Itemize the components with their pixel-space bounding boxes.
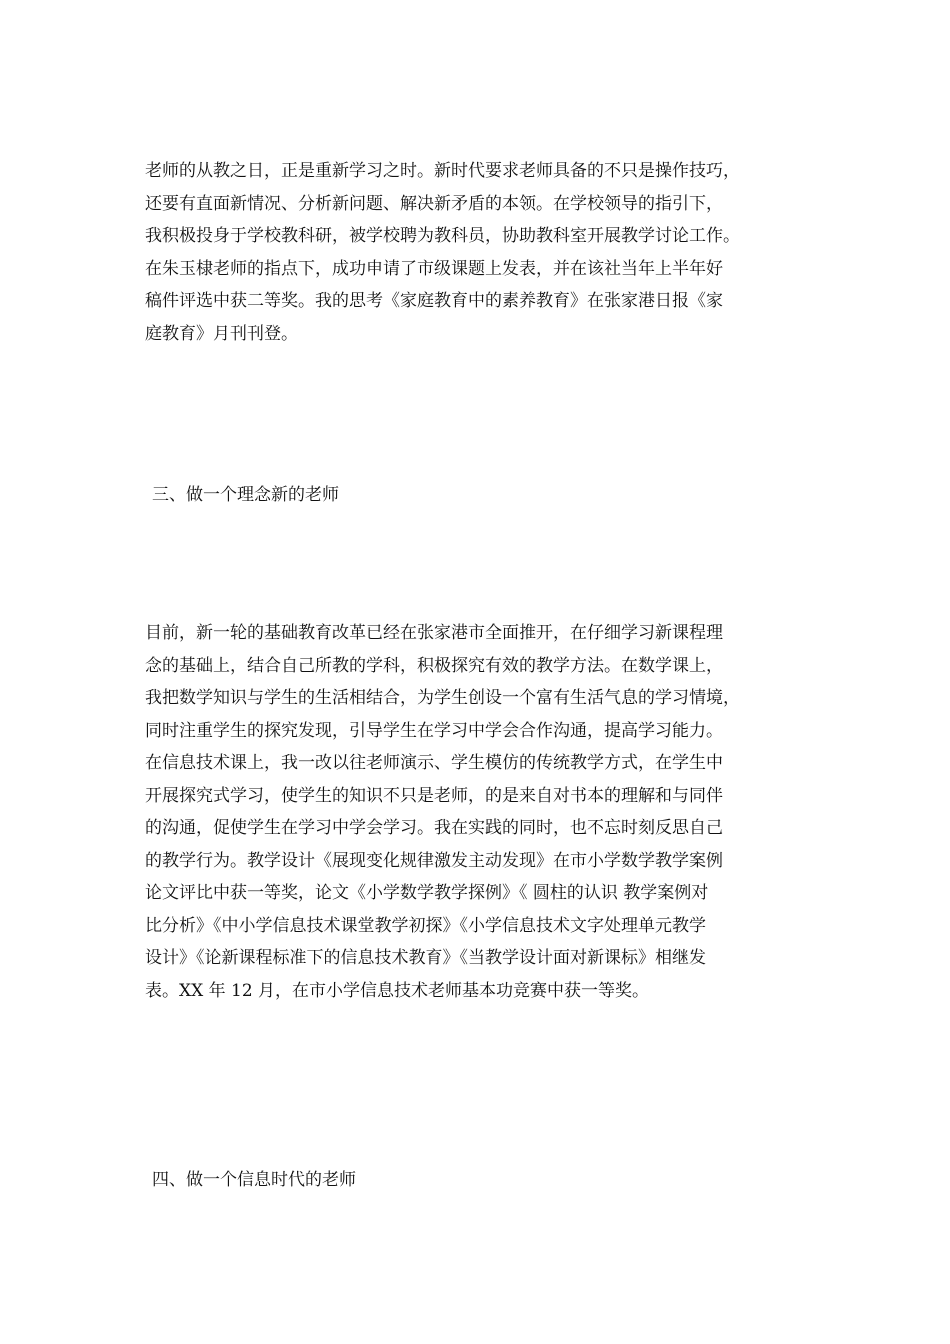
text-line: 比分析》《中小学信息技术课堂教学初探》《小学信息技术文字处理单元教学 (145, 915, 706, 936)
text-line: 在朱玉棣老师的指点下，成功申请了市级课题上发表，并在该社当年上半年好 (145, 258, 723, 279)
text-line: 我把数学知识与学生的生活相结合，为学生创设一个富有生活气息的学习情境， (145, 688, 740, 708)
text-line: 还要有直面新情况、分析新问题、解决新矛盾的本领。在学校领导的指引下， (145, 193, 723, 214)
text-line: 论文评比中获一等奖，论文《小学数学教学探例》《 圆柱的认识 教学案例对 (145, 883, 709, 903)
text-line: 的沟通，促使学生在学习中学会学习。我在实践的同时，也不忘时刻反思自己 (145, 818, 723, 838)
text-line: 我积极投身于学校教科研，被学校聘为教科员，协助教科室开展教学讨论工作。 (145, 226, 740, 246)
text-line: 老师的从教之日，正是重新学习之时。新时代要求老师具备的不只是操作技巧， (145, 161, 740, 181)
text-line: 在信息技术课上，我一改以往老师演示、学生模仿的传统教学方式，在学生中 (145, 753, 723, 773)
section-heading-3: 三、做一个理念新的老师 (152, 485, 339, 505)
paragraph-teacher-learning (145, 155, 815, 350)
paragraph-new-concept (145, 617, 815, 1007)
section-heading-4: 四、做一个信息时代的老师 (152, 1170, 356, 1190)
text-line: 设计》《论新课程标准下的信息技术教育》《当教学设计面对新课标》相继发 (145, 948, 706, 968)
text-line: 的教学行为。教学设计《展现变化规律激发主动发现》在市小学数学教学案例 (145, 850, 723, 871)
text-line: 同时注重学生的探究发现，引导学生在学习中学会合作沟通，提高学习能力。 (145, 720, 723, 741)
text-line: 稿件评选中获二等奖。我的思考《家庭教育中的素养教育》在张家港日报《家 (145, 291, 723, 311)
text-line: 庭教育》月刊刊登。 (145, 323, 298, 344)
text-line: 开展探究式学习，使学生的知识不只是老师，的是来自对书本的理解和与同伴 (145, 785, 723, 806)
text-line: 念的基础上，结合自己所教的学科，积极探究有效的教学方法。在数学课上， (145, 655, 723, 676)
text-line: 表。XX 年 12 月，在市小学信息技术老师基本功竞赛中获一等奖。 (145, 980, 650, 1001)
text-line: 目前，新一轮的基础教育改革已经在张家港市全面推开，在仔细学习新课程理 (145, 623, 723, 643)
